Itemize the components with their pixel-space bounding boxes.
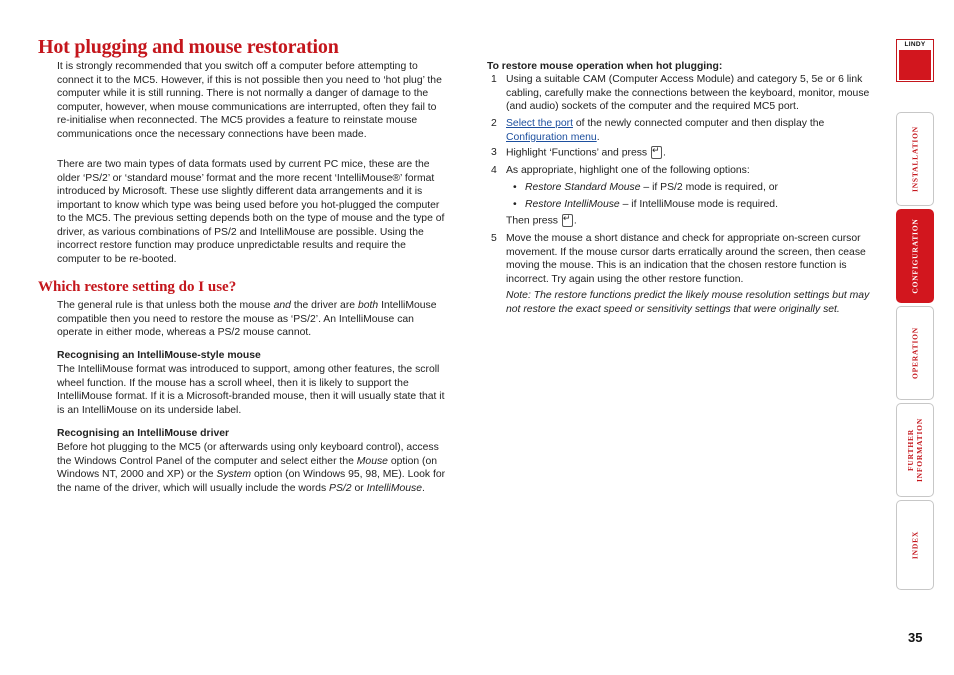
procedure-step-4	[491, 164, 879, 178]
step-text: As appropriate, highlight one of the following options:	[506, 165, 750, 176]
lindy-logo	[896, 39, 934, 82]
driver-text-1: Before hot plugging to the MC5 (or afterwards using only keyboard control), access the Windows Control Panel of the computer and select either the	[57, 442, 439, 467]
driver-italic-ps2: PS/2	[329, 482, 352, 494]
driver-text-3: option (on Windows 95, 98, ME). Look for the name of the driver, which will usually include the words	[57, 469, 446, 494]
rule-text-3: IntelliMouse compatible then you need to restore the mouse as ‘PS/2’. An IntelliMouse can operate in either mode, whereas a PS/2 mouse cannot.	[57, 300, 437, 338]
step-2-end: .	[596, 131, 600, 143]
recognise-mouse-paragraph: The IntelliMouse format was introduced to support, among other features, the scroll wheel function. If the mouse has a scroll wheel, then it is likely to support the IntelliMouse format. If it is a Microsoft-branded mouse, then it will usually state that it is an IntelliMouse on its underside label.	[57, 364, 445, 416]
option-name: Restore IntelliMouse	[525, 199, 620, 210]
tab-label: CONFIGURATION	[910, 218, 920, 294]
rule-text-1: The general rule is that unless both the mouse	[57, 300, 274, 311]
tab-configuration[interactable]	[896, 209, 934, 303]
rule-text-2: the driver are	[290, 300, 358, 311]
step-2-text: of the newly connected computer and then display the	[573, 118, 825, 129]
driver-italic-intellimouse: IntelliMouse	[366, 482, 423, 494]
page-number: 35	[908, 630, 923, 645]
step-number: 3	[491, 147, 497, 158]
note-paragraph: Note: The restore functions predict the likely mouse resolution settings but may not restore the exact speed or sensitivity settings that were originally set.	[506, 290, 870, 315]
procedure-step-5	[491, 232, 879, 286]
bullet-icon: •	[513, 182, 517, 193]
step-3-end: .	[663, 147, 666, 159]
tab-label	[906, 418, 924, 482]
bullet-icon: •	[513, 199, 517, 210]
logo-block	[899, 50, 931, 80]
select-port-link[interactable]: Select the port	[506, 118, 574, 129]
tab-index[interactable]	[896, 500, 934, 590]
general-rule-paragraph	[57, 299, 445, 340]
then-end: .	[573, 215, 577, 227]
tab-label-line-1: FURTHER	[906, 428, 915, 472]
tab-operation[interactable]	[896, 306, 934, 400]
tab-label-line-2: INFORMATION	[915, 417, 924, 483]
section-heading: Which restore setting do I use?	[38, 279, 237, 295]
option-desc: – if PS/2 mode is required, or	[640, 182, 778, 193]
tab-further-information[interactable]	[896, 403, 934, 497]
step-number: 4	[491, 165, 497, 176]
step-text: Using a suitable CAM (Computer Access Module) and category 5, 5e or 6 link cabling, carefully make the connections between the keyboard, monitor, mouse (and audio) sockets of the computer and the required MC5 port.	[506, 74, 870, 112]
bullet-text	[525, 181, 873, 195]
step-text: Move the mouse a short distance and check for appropriate on-screen cursor movement. If the mouse cursor darts erratically around the screen, then cease moving the mouse. This is an indication that the chosen restore function is incorrect. Try again using the other restore function.	[506, 233, 866, 285]
recognise-driver-heading: Recognising an IntelliMouse driver	[57, 428, 230, 439]
procedure-heading: To restore mouse operation when hot plugging:	[487, 61, 723, 72]
recognise-driver-paragraph	[57, 441, 447, 495]
tab-label: INDEX	[910, 530, 920, 560]
enter-key-icon	[562, 214, 573, 227]
driver-italic-mouse: Mouse	[356, 455, 388, 467]
option-restore-intellimouse	[513, 198, 873, 212]
driver-text-5: .	[422, 482, 425, 494]
logo-text: LINDY	[904, 41, 926, 48]
enter-key-icon	[651, 146, 662, 159]
option-restore-standard	[513, 181, 873, 195]
procedure-step-2	[491, 117, 879, 144]
step-text	[506, 117, 879, 144]
tab-label: OPERATION	[910, 326, 920, 380]
recognise-mouse-heading: Recognising an IntelliMouse-style mouse	[57, 350, 261, 361]
configuration-menu-link[interactable]: Configuration menu	[506, 131, 597, 143]
driver-text-2: option (on Windows NT, 2000 and XP) or the	[57, 455, 438, 480]
bullet-text	[525, 198, 873, 212]
step-text	[506, 146, 879, 160]
option-desc: – if IntelliMouse mode is required.	[619, 199, 778, 210]
then-text: Then press	[506, 215, 561, 227]
step-number: 5	[491, 233, 497, 244]
driver-italic-system: System	[216, 469, 252, 480]
intro-paragraph-2: There are two main types of data formats used by current PC mice, these are the older ‘PS/2’ or ‘standard mouse’ format and the more recent ‘IntelliMouse®’ format introduced by Microsoft. These use slightly different data arrangements and it is important to know which type was being used before you hot-plugged the computer to the MC5. The previous setting depends both on the type of mouse and the type of driver, as various combinations of PS/2 and IntelliMouse are possible. Using the incorrect restore function may produce unpredictable results and require the computer to be re-booted.	[57, 159, 445, 265]
tab-label: INSTALLATION	[910, 125, 920, 193]
driver-text-4: or	[351, 482, 367, 494]
step-number: 1	[491, 74, 497, 85]
then-press-line	[506, 214, 577, 228]
tab-installation[interactable]	[896, 112, 934, 206]
step-3-text: Highlight ‘Functions’ and press	[506, 147, 651, 159]
page-title: Hot plugging and mouse restoration	[38, 36, 339, 58]
procedure-step-3	[491, 146, 879, 160]
rule-italic-1: and	[273, 300, 291, 311]
intro-paragraph-1: It is strongly recommended that you switch off a computer before attempting to connect it to the MC5. However, if this is not possible then you need to ‘hot plug’ the computer while it is still running. There is not normally a danger of damage to the computer, however, when mouse communications are interrupted, often they fail to re-initialise when reconnected. The MC5 provides a feature to reinstate mouse communications once the necessary connections have been made.	[57, 61, 442, 140]
procedure-step-1	[491, 73, 879, 114]
rule-italic-2: both	[357, 300, 379, 311]
option-name: Restore Standard Mouse	[525, 182, 641, 193]
step-number: 2	[491, 118, 497, 129]
